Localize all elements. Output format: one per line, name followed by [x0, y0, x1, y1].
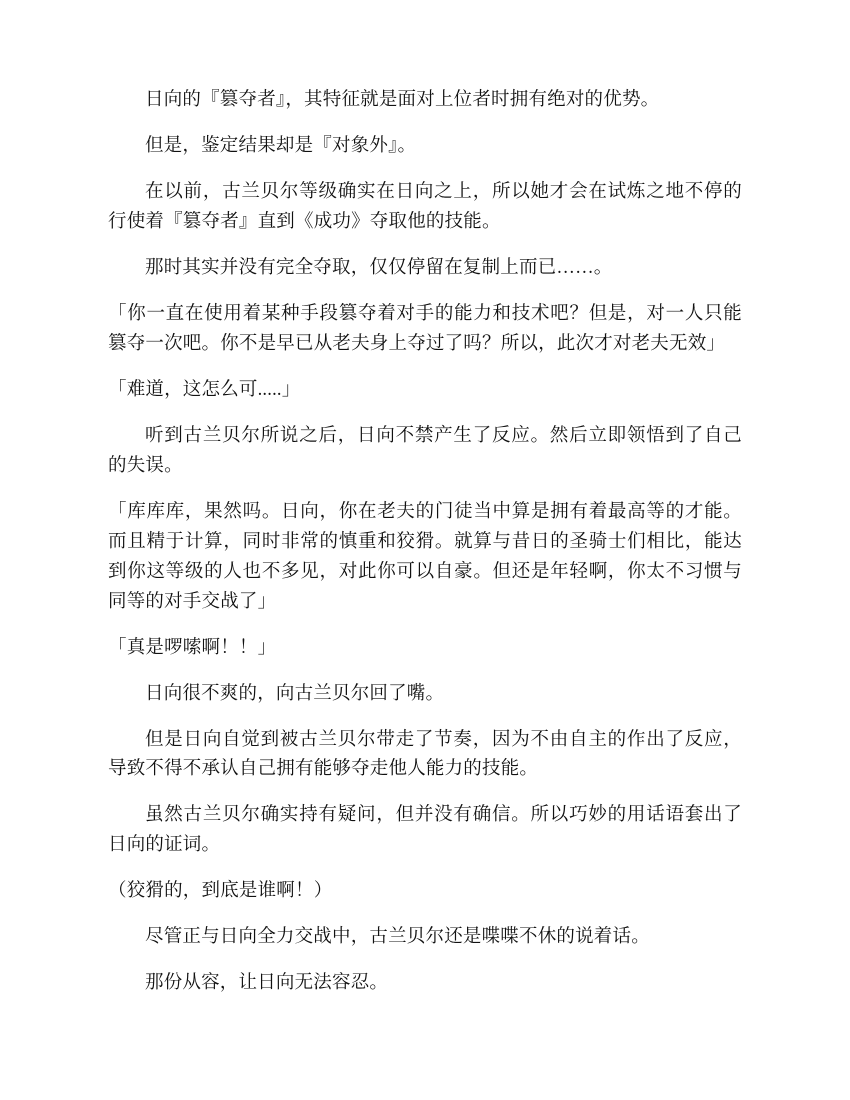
paragraph: 但是日向自觉到被古兰贝尔带走了节奏，因为不由自主的作出了反应，导致不得不承认自己拥有能够夺走他人能力的技能。 [108, 729, 742, 780]
paragraph: 虽然古兰贝尔确实持有疑问，但并没有确信。所以巧妙的用话语套出了日向的证词。 [108, 805, 742, 856]
document-body [108, 86, 742, 1015]
dialogue-paragraph: 「你一直在使用着某种手段篡夺着对手的能力和技术吧？但是，对一人只能篡夺一次吧。你不是早已从老夫身上夺过了吗？所以，此次才对老夫无效」 [108, 303, 742, 354]
dialogue-paragraph: 「库库库，果然吗。日向，你在老夫的门徒当中算是拥有着最高等的才能。而且精于计算，同时非常的慎重和狡猾。就算与昔日的圣骑士们相比，能达到你这等级的人也不多见，对此你可以自豪。但还是年轻啊，你太不习惯与同等的对手交战了」 [108, 501, 742, 612]
thought-paragraph: （狡猾的，到底是谁啊！） [108, 881, 333, 902]
paragraph: 尽管正与日向全力交战中，古兰贝尔还是喋喋不休的说着话。 [145, 927, 650, 948]
paragraph: 听到古兰贝尔所说之后，日向不禁产生了反应。然后立即领悟到了自己的失误。 [108, 425, 742, 476]
paragraph: 但是，鉴定结果却是『对象外』。 [145, 135, 417, 156]
paragraph: 日向的『篡夺者』，其特征就是面对上位者时拥有绝对的优势。 [145, 90, 660, 110]
dialogue-paragraph: 「真是啰嗦啊！！」 [108, 637, 277, 658]
paragraph: 那份从容，让日向无法容忍。 [145, 973, 389, 994]
paragraph: 那时其实并没有完全夺取，仅仅停留在复制上而已……。 [145, 257, 613, 278]
dialogue-paragraph: 「难道，这怎么可.....」 [108, 379, 301, 400]
paragraph: 日向很不爽的，向古兰贝尔回了嘴。 [145, 683, 445, 704]
paragraph: 在以前，古兰贝尔等级确实在日向之上，所以她才会在试炼之地不停的行使着『篡夺者』直到《成功》夺取他的技能。 [108, 181, 742, 232]
